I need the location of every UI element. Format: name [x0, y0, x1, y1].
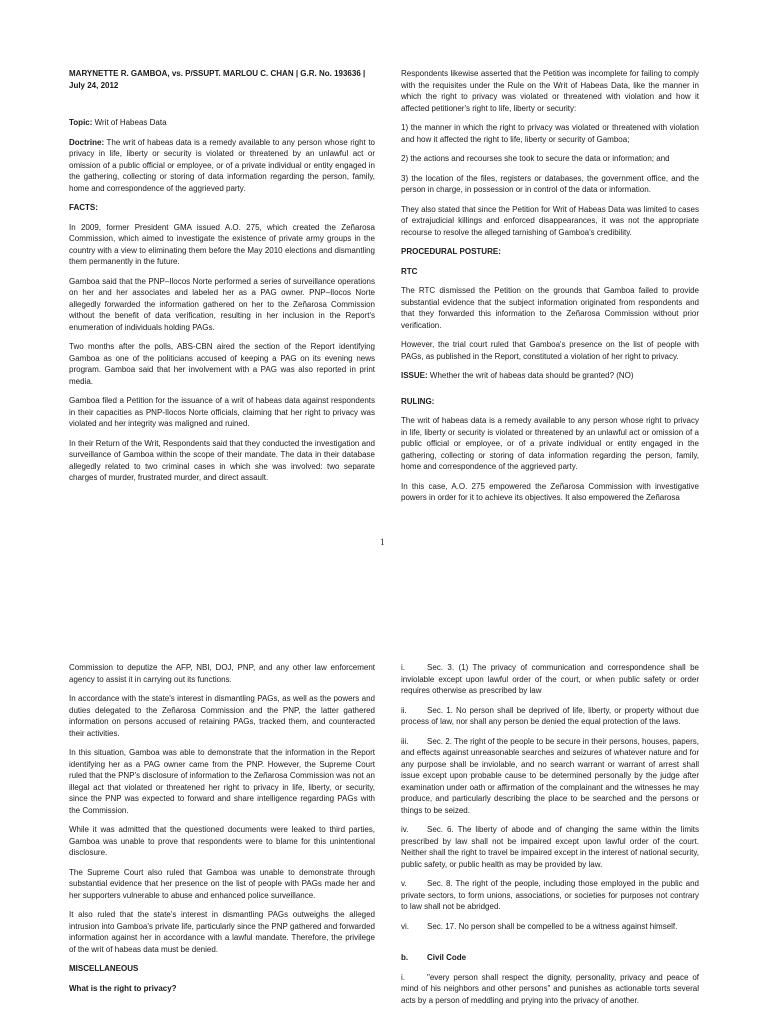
item-number: vi. — [401, 921, 409, 931]
ruling-paragraph: Commission to deputize the AFP, NBI, DOJ, PNP, and any other law enforcement agency to assist it in carrying out its functions. — [69, 663, 375, 684]
doctrine-paragraph — [69, 137, 375, 195]
requisite-item: 1) the manner in which the right to privacy was violated or threatened with violation and how it affected the right to life, liberty or security of Gamboa; — [401, 123, 699, 144]
civil-code-number: b. — [401, 953, 409, 962]
civil-code-heading — [401, 952, 699, 964]
item-text: Sec. 6. The liberty of abode and of changing the same within the limits prescribed by law shall not be impaired except upon lawful order of the court. Neither shall the right to travel be impaired except in the interest of national security, public safety, or public health as may be provided by law. — [401, 825, 699, 869]
item-number: iii. — [401, 736, 409, 746]
facts-paragraph: In their Return of the Writ, Respondents said that they conducted the investigation and surveillance of Gamboa within the scope of their mandate. The data in their database allegedly related to two criminal cases in which she was involved: two separate charges of murder, frustrated murder, and direct assault. — [69, 438, 375, 482]
item-text: Sec. 17. No person shall be compelled to be a witness against himself. — [427, 921, 678, 931]
facts-paragraph: In 2009, former President GMA issued A.O. 275, which created the Zeñarosa Commission, which aimed to investigate the existence of private army groups in the country with a view to eliminating them before the May 2010 elections and dismantling them permanently in the future. — [69, 222, 375, 266]
case-title: MARYNETTE R. GAMBOA, vs. P/SSUPT. MARLOU C. CHAN | G.R. No. 193636 | July 24, 2012 — [69, 69, 366, 90]
ruling-paragraph: In accordance with the state's interest in dismantling PAGs, as well as the powers and duties delegated to the Zeñarosa Commission and the PNP, the latter gathered information on persons accused of retaining PAGs, tracked them, and counteracted their activities. — [69, 694, 375, 738]
rtc-paragraph: The RTC dismissed the Petition on the grounds that Gamboa failed to provide substantial evidence that the subject information originated from respondents and that they forwarded this information to the Zeñarosa Commission without prior verification. — [401, 286, 699, 330]
issue-label: ISSUE: — [401, 371, 428, 380]
miscellaneous-heading: MISCELLANEOUS — [69, 964, 139, 973]
facts-paragraph: Two months after the polls, ABS-CBN aired the section of the Report identifying Gamboa as one of the politicians accused of keeping a PAG on its evening news program. Gamboa said that her involvement with a PAG was also reported in print media. — [69, 342, 375, 386]
respondents-paragraph: Respondents likewise asserted that the Petition was incomplete for failing to comply with the requisites under the Rule on the Writ of Habeas Data, like the manner in which the right to privacy was violated or threatened with violation and how it affected petitioner's right to life, liberty or security: — [401, 69, 699, 113]
item-number: ii. — [401, 705, 407, 715]
ruling-paragraph: In this situation, Gamboa was able to demonstrate that the information in the Report identifying her as a PAG owner came from the PNP. However, the Supreme Court ruled that the PNP's disclosure of information to the Zeñarosa Commission was not an illegal act that violated or threatened her right to privacy in life, liberty, or security, since the PNP was expected to forward and share intelligence regarding PAGs with the Commission. — [69, 748, 375, 815]
item-number: i. — [401, 663, 405, 672]
item-text: "every person shall respect the dignity, personality, privacy and peace of mind of his neighbors and other persons" and punishes as actionable torts several acts by a person of meddling and prying into the privacy of another. — [401, 972, 699, 1005]
requisite-item: 3) the location of the files, registers or databases, the government office, and the person in charge, in possession or in control of the data or information. — [401, 173, 699, 194]
issue-paragraph — [401, 370, 699, 382]
page1-right-column — [401, 68, 699, 512]
item-text: Sec. 2. The right of the people to be secure in their persons, houses, papers, and effects against unreasonable searches and seizures of whatever nature and for any purpose shall be inviolable, and no search warrant or warrant of arrest shall issue except upon probable cause to be determined personally by the judge after examination under oath or affirmation of the complainant and the witnesses he may produce, and particularly describing the place to be searched and the persons or things to be seized. — [401, 736, 699, 815]
doctrine-text: The writ of habeas data is a remedy available to any person whose right to privacy in life, liberty or security is violated or threatened by an unlawful act or omission of a public official or employee, or of a private individual or entity engaged in the gathering, collecting or storing of data information regarding the person, family, home and correspondence of the aggrieved party. — [69, 137, 375, 193]
ruling-paragraph: The Supreme Court also ruled that Gamboa was unable to demonstrate through substantial evidence that her presence on the list of people with PAGs made her and her supporters vulnerable to abuse and enhanced police surveillance. — [69, 867, 375, 900]
rtc-paragraph: However, the trial court ruled that Gamboa's presence on the list of people with PAGs, as published in the Report, constituted a violation of her right to privacy. — [401, 340, 699, 361]
civil-code-title: Civil Code — [427, 953, 467, 962]
topic-label: Topic: — [69, 118, 93, 127]
page1-left-column — [69, 68, 375, 492]
page2-left-column — [69, 662, 375, 1002]
ruling-paragraph: While it was admitted that the questioned documents were leaked to third parties, Gamboa was unable to prove that respondents were to blame for this unintentional disclosure. — [69, 825, 375, 857]
item-number: iv. — [401, 825, 409, 834]
item-text: Sec. 8. The right of the people, including those employed in the public and private sectors, to form unions, associations, or societies for purposes not contrary to law shall not be abridged. — [401, 879, 699, 911]
topic-paragraph — [69, 117, 375, 129]
constitution-item — [401, 705, 699, 728]
respondents-paragraph: They also stated that since the Petition for Writ of Habeas Data was limited to cases of extrajudicial killings and enforced disappearances, it was not the appropriate recourse to resolve the alleged tarnishing of Gamboa's credibility. — [401, 204, 699, 237]
ruling-heading: RULING: — [401, 396, 435, 406]
ruling-paragraph: The writ of habeas data is a remedy available to any person whose right to privacy in life, liberty or security is violated or threatened by an unlawful act or omission of a public official or employee, or of a private individual or entity engaged in the gathering, collecting or storing of data information regarding the person, family, home and correspondence of the aggrieved party. — [401, 416, 699, 471]
procedural-posture-heading: PROCEDURAL POSTURE: — [401, 247, 501, 256]
item-text: Sec. 1. No person shall be deprived of life, liberty, or property without due process of law, nor shall any person be denied the equal protection of the laws. — [401, 705, 699, 726]
ruling-paragraph: It also ruled that the state's interest in dismantling PAGs outweighs the alleged intrusion into Gamboa's private life, particularly since the PNP gathered and forwarded information against her in accordance with a lawful mandate. Therefore, the privilege of the writ of habeas data must be denied. — [69, 910, 375, 954]
topic-text: Writ of Habeas Data — [92, 118, 167, 127]
page-number: 1 — [380, 537, 385, 547]
doctrine-label: Doctrine: — [69, 137, 105, 147]
item-number: v. — [401, 879, 407, 888]
issue-text: Whether the writ of habeas data should be granted? (NO) — [427, 371, 634, 380]
right-to-privacy-question: What is the right to privacy? — [69, 983, 177, 993]
facts-paragraph: Gamboa said that the PNP–Ilocos Norte performed a series of surveillance operations on her and her associates and labeled her as a PAG owner. PNP–Ilocos Norte allegedly forwarded the information gathered on her to the Zeñarosa Commission without the benefit of data verification, resulting in her inclusion in the Report's enumeration of individuals holding PAGs. — [69, 276, 375, 332]
document-page-2 — [0, 600, 768, 1024]
constitution-item — [401, 878, 699, 913]
item-text: Sec. 3. (1) The privacy of communication and correspondence shall be inviolable except upon lawful order of the court, or when public safety or order requires otherwise as prescribed by law — [401, 663, 699, 695]
rtc-heading: RTC — [401, 266, 418, 276]
facts-paragraph: Gamboa filed a Petition for the issuance of a writ of habeas data against respondents in their capacities as PNP-Ilocos Norte officials, claiming that her right to privacy was violated and her integrity was maligned and ruined. — [69, 396, 375, 428]
page2-right-column — [401, 662, 699, 1014]
constitution-item — [401, 662, 699, 697]
ruling-paragraph: In this case, A.O. 275 empowered the Zeñarosa Commission with investigative powers in order for it to achieve its objectives. It also empowered the Zeñarosa — [401, 481, 699, 502]
constitution-item — [401, 736, 699, 817]
item-number: i. — [401, 972, 405, 982]
constitution-item — [401, 824, 699, 870]
civil-code-item — [401, 972, 699, 1007]
facts-heading: FACTS: — [69, 203, 98, 212]
requisite-item: 2) the actions and recourses she took to secure the data or information; and — [401, 154, 670, 163]
constitution-item — [401, 921, 699, 933]
